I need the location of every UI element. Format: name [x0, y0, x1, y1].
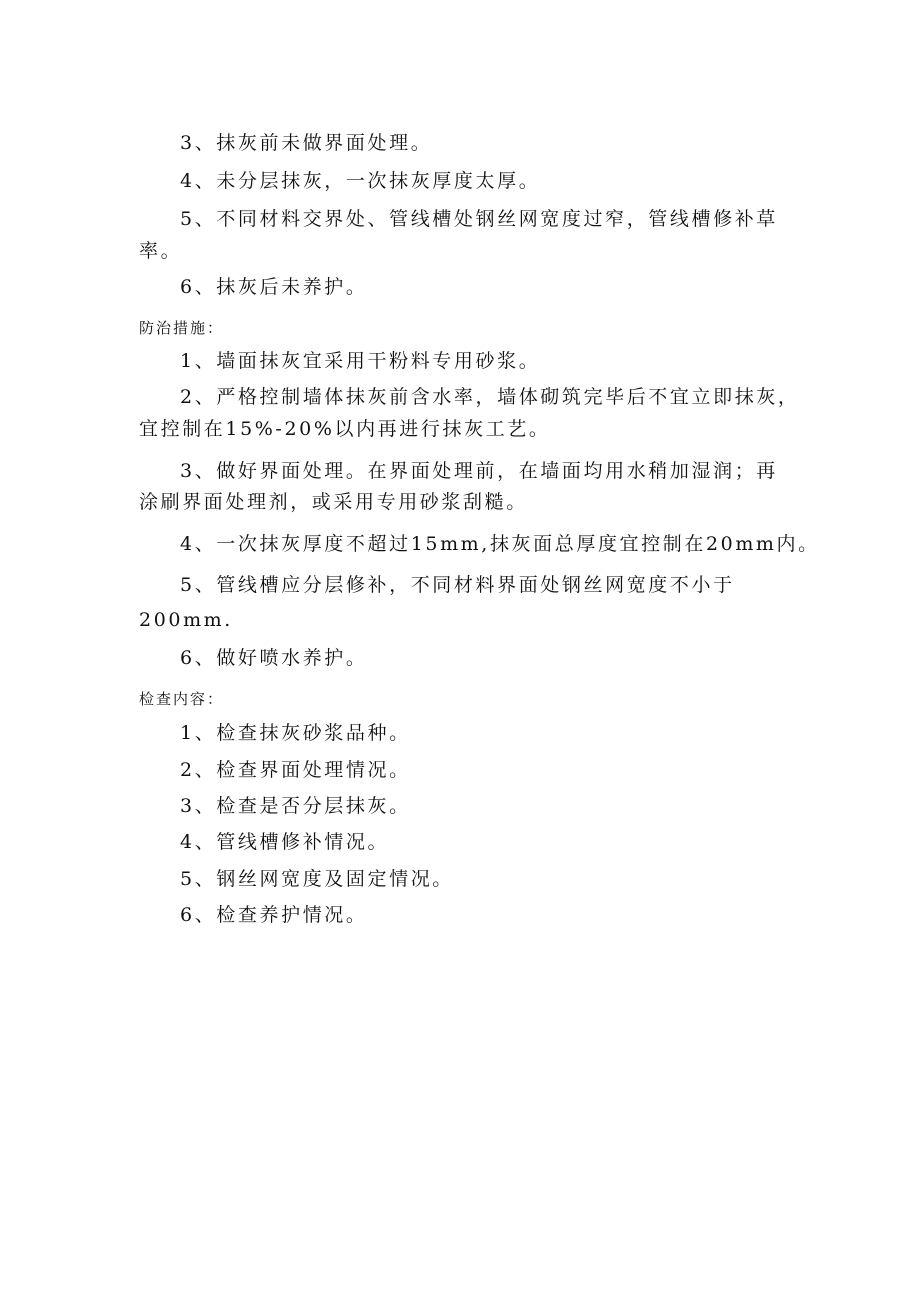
cause-item-6: 6、抹灰后未养护。: [180, 276, 368, 298]
cause-item-3: 3、抹灰前未做界面处理。: [180, 132, 433, 154]
prevention-item-4: 4、一次抹灰厚度不超过15mm,抹灰面总厚度宜控制在20mm内。: [180, 533, 820, 555]
cause-item-5-line-1: 5、不同材料交界处、管线槽处钢丝网宽度过窄，管线槽修补草: [180, 208, 778, 230]
inspection-item-2: 2、检查界面处理情况。: [180, 759, 411, 781]
prevention-item-2-line-2: 宜控制在15%-20%以内再进行抹灰工艺。: [139, 418, 551, 440]
prevention-item-6: 6、做好喷水养护。: [180, 647, 368, 669]
cause-item-5-line-2: 率。: [139, 240, 183, 262]
inspection-heading: 检查内容：: [139, 690, 225, 708]
prevention-item-1: 1、墙面抹灰宜采用干粉料专用砂浆。: [180, 350, 541, 372]
inspection-item-4: 4、管线槽修补情况。: [180, 831, 390, 853]
cause-item-4: 4、未分层抹灰，一次抹灰厚度太厚。: [180, 170, 541, 192]
inspection-item-3: 3、检查是否分层抹灰。: [180, 795, 411, 817]
inspection-item-5: 5、钢丝网宽度及固定情况。: [180, 868, 454, 890]
prevention-item-3-line-2: 涂刷界面处理剂，或采用专用砂浆刮糙。: [139, 491, 528, 513]
inspection-item-1: 1、检查抹灰砂浆品种。: [180, 722, 411, 744]
prevention-heading: 防治措施：: [139, 319, 225, 337]
prevention-item-5-line-1: 5、管线槽应分层修补，不同材料界面处钢丝网宽度不小于: [180, 574, 735, 596]
prevention-item-3-line-1: 3、做好界面处理。在界面处理前，在墙面均用水稍加湿润；再: [180, 460, 778, 482]
prevention-item-2-line-1: 2、严格控制墙体抹灰前含水率，墙体砌筑完毕后不宜立即抹灰，: [180, 386, 800, 408]
inspection-item-6: 6、检查养护情况。: [180, 904, 368, 926]
prevention-item-5-line-2: 200mm.: [139, 609, 233, 631]
